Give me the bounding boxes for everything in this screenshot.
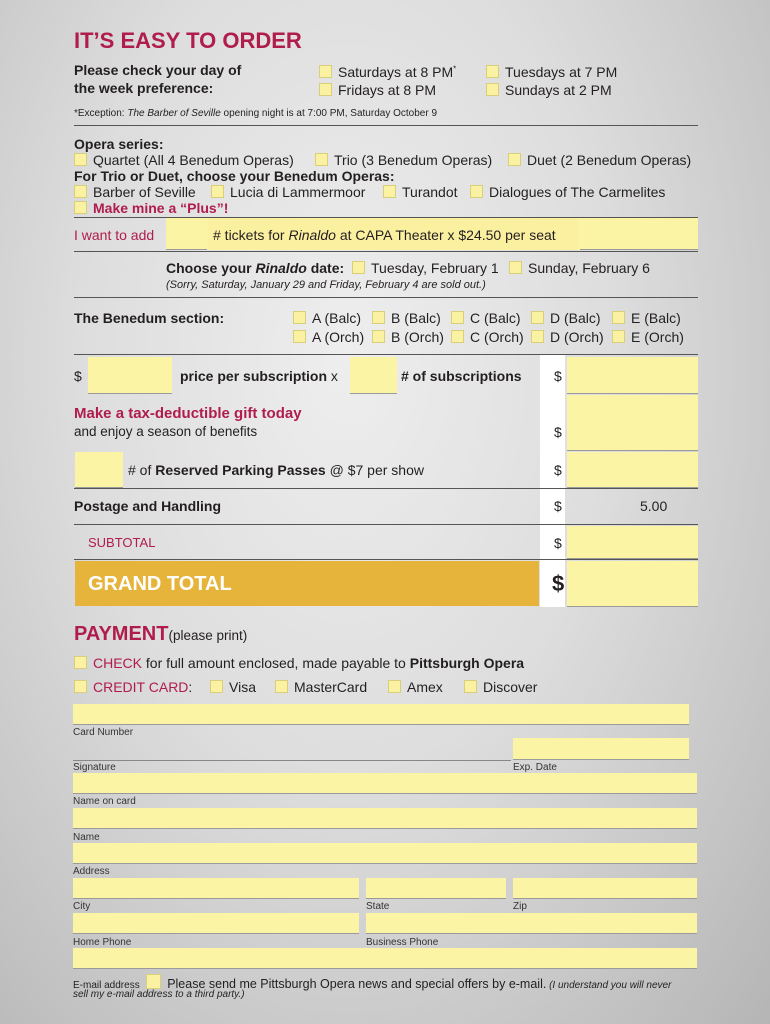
choose-post: date: (306, 260, 345, 276)
credit-colon: : (188, 679, 193, 695)
parking-pre: # of (128, 462, 156, 478)
opera-dialogues-option[interactable] (470, 184, 665, 200)
divider (74, 524, 698, 525)
dialogues-checkbox[interactable] (470, 185, 483, 198)
check-label: CHECK (93, 655, 143, 671)
duet-checkbox[interactable] (508, 153, 521, 166)
saturday-label: Saturdays at 8 PM (338, 64, 454, 80)
postage-dollar: $ (554, 498, 562, 514)
section-checkbox[interactable] (451, 311, 464, 324)
subscriptions-input[interactable] (350, 357, 397, 394)
tickets-post: at CAPA Theater x $24.50 per seat (335, 227, 556, 243)
add-label: I want to add (74, 227, 155, 243)
day-friday-option[interactable] (319, 82, 436, 98)
subscriptions-total-input[interactable] (567, 357, 698, 394)
parking-dollar: $ (554, 462, 562, 478)
turandot-checkbox[interactable] (383, 185, 396, 198)
price-times: x (327, 368, 338, 384)
rinaldo-tickets-label (213, 227, 556, 243)
state-label: State (366, 901, 390, 912)
tickets-title: Rinaldo (288, 227, 336, 243)
exception-pre: *Exception: (74, 108, 128, 119)
credit-card-option[interactable] (74, 679, 192, 695)
section-option-label: C (Balc) (470, 310, 521, 326)
feb1-checkbox[interactable] (352, 261, 365, 274)
section-option-orch-3[interactable] (531, 329, 604, 345)
divider (74, 251, 698, 252)
duet-label: Duet (2 Benedum Operas) (527, 152, 692, 168)
email-note-2: sell my e-mail address to a third party.) (73, 989, 245, 1000)
tuesday-label: Tuesdays at 7 PM (505, 64, 618, 80)
amex-label: Amex (407, 679, 443, 695)
section-option-label: B (Balc) (391, 310, 441, 326)
parking-bold: Reserved Parking Passes (155, 462, 326, 478)
visa-checkbox[interactable] (210, 680, 223, 693)
mastercard-label: MasterCard (294, 679, 368, 695)
section-checkbox[interactable] (293, 311, 306, 324)
sunday-label: Sundays at 2 PM (505, 82, 612, 98)
subtotal-label: SUBTOTAL (88, 535, 156, 550)
date-feb6-option[interactable] (509, 260, 650, 276)
section-option-balc-3[interactable] (531, 310, 601, 326)
gift-dollar: $ (554, 424, 562, 440)
trio-option[interactable] (315, 152, 492, 168)
mastercard-option[interactable] (275, 679, 367, 695)
lucia-checkbox[interactable] (211, 185, 224, 198)
opera-lucia-option[interactable] (211, 184, 365, 200)
section-checkbox[interactable] (451, 330, 464, 343)
check-text: for full amount enclosed, made payable to (142, 655, 410, 671)
visa-option[interactable] (210, 679, 256, 695)
discover-option[interactable] (464, 679, 537, 695)
section-checkbox[interactable] (612, 311, 625, 324)
parking-count-input[interactable] (75, 452, 123, 488)
opera-barber-option[interactable] (74, 184, 196, 200)
plus-option[interactable] (74, 200, 228, 216)
day-pref-label-2: the week preference: (74, 80, 214, 96)
price-label-text: price per subscription (180, 368, 328, 384)
section-option-label: D (Orch) (550, 329, 604, 345)
price-label (180, 368, 338, 384)
section-option-label: B (Orch) (391, 329, 444, 345)
section-option-label: A (Balc) (312, 310, 362, 326)
exp-date-label: Exp. Date (513, 762, 557, 773)
barber-checkbox[interactable] (74, 185, 87, 198)
exception-note (74, 108, 437, 119)
rinaldo-date-label (166, 260, 344, 276)
postage-value: 5.00 (640, 498, 668, 514)
soldout-note: (Sorry, Saturday, January 29 and Friday, February 4 are sold out.) (166, 279, 486, 291)
section-option-label: C (Orch) (470, 329, 524, 345)
saturday-checkbox[interactable] (319, 65, 332, 78)
lucia-label: Lucia di Lammermoor (230, 184, 366, 200)
sunday-checkbox[interactable] (486, 83, 499, 96)
section-checkbox[interactable] (531, 330, 544, 343)
quartet-checkbox[interactable] (74, 153, 87, 166)
section-option-balc-2[interactable] (451, 310, 521, 326)
dollar-column-bg (540, 355, 565, 607)
business-phone-label: Business Phone (366, 937, 439, 948)
feb6-label: Sunday, February 6 (528, 260, 650, 276)
credit-label: CREDIT CARD (93, 679, 189, 695)
feb6-checkbox[interactable] (509, 261, 522, 274)
plus-label: Make mine a “Plus”! (93, 200, 229, 216)
discover-label: Discover (483, 679, 538, 695)
date-feb1-option[interactable] (352, 260, 499, 276)
duet-option[interactable] (508, 152, 691, 168)
section-option-orch-2[interactable] (451, 329, 524, 345)
day-saturday-option[interactable] (319, 64, 456, 80)
check-checkbox[interactable] (74, 656, 87, 669)
choose-pre: Choose your (166, 260, 256, 276)
payment-heading (74, 623, 247, 646)
dialogues-label: Dialogues of The Carmelites (489, 184, 666, 200)
mastercard-checkbox[interactable] (275, 680, 288, 693)
zip-input[interactable] (513, 878, 697, 899)
section-checkbox[interactable] (531, 311, 544, 324)
section-option-balc-4[interactable] (612, 310, 681, 326)
section-option-balc-0[interactable] (293, 310, 361, 326)
divider (74, 488, 698, 489)
card-number-input[interactable] (73, 704, 689, 725)
payment-title: PAYMENT (74, 623, 169, 645)
business-phone-input[interactable] (366, 913, 697, 934)
email-label: E-mail address (73, 980, 140, 991)
section-option-label: E (Balc) (631, 310, 681, 326)
opera-turandot-option[interactable] (383, 184, 458, 200)
email-input[interactable] (73, 948, 697, 969)
section-checkbox[interactable] (293, 330, 306, 343)
divider (74, 125, 698, 126)
choose-title: Rinaldo (255, 260, 307, 276)
day-pref-label-1: Please check your day of (74, 62, 242, 78)
choose-operas-label: For Trio or Duet, choose your Benedum Operas: (74, 168, 395, 184)
section-label: The Benedum section: (74, 310, 225, 326)
gift-subtitle: and enjoy a season of benefits (74, 424, 258, 439)
day-tuesday-option[interactable] (486, 64, 617, 80)
name-input[interactable] (73, 808, 697, 829)
check-option[interactable] (74, 655, 524, 671)
section-checkbox[interactable] (372, 330, 385, 343)
amex-option[interactable] (388, 679, 443, 695)
email-optin-text: Please send me Pittsburgh Opera news and special offers by e-mail. (167, 977, 547, 991)
series-label: Opera series: (74, 136, 164, 152)
section-option-orch-1[interactable] (372, 329, 444, 345)
divider (74, 297, 698, 298)
rinaldo-tickets-input[interactable] (166, 218, 207, 250)
quartet-option[interactable] (74, 152, 294, 168)
subs-label: # of subscriptions (401, 368, 522, 384)
grand-total-dollar: $ (552, 571, 565, 596)
signature-label: Signature (73, 762, 116, 773)
home-phone-label: Home Phone (73, 937, 132, 948)
discover-checkbox[interactable] (464, 680, 477, 693)
amex-checkbox[interactable] (388, 680, 401, 693)
section-option-label: E (Orch) (631, 329, 684, 345)
friday-label: Fridays at 8 PM (338, 82, 437, 98)
price-input[interactable] (88, 357, 172, 394)
exception-title: The Barber of Seville (127, 108, 221, 119)
subs-dollar: $ (554, 368, 562, 384)
tuesday-checkbox[interactable] (486, 65, 499, 78)
friday-checkbox[interactable] (319, 83, 332, 96)
check-payee: Pittsburgh Opera (409, 655, 525, 671)
subtotal-dollar: $ (554, 535, 562, 551)
subtotal-input[interactable] (567, 526, 698, 559)
visa-label: Visa (229, 679, 256, 695)
exp-date-input[interactable] (513, 738, 689, 760)
day-sunday-option[interactable] (486, 82, 612, 98)
grand-total-input[interactable] (567, 561, 698, 607)
section-checkbox[interactable] (372, 311, 385, 324)
grand-total-label: GRAND TOTAL (88, 573, 232, 595)
home-phone-input[interactable] (73, 913, 359, 934)
price-dollar: $ (74, 368, 82, 384)
name-label: Name (73, 832, 100, 843)
rinaldo-amount-input[interactable] (580, 218, 698, 250)
tickets-pre: # tickets for (213, 227, 289, 243)
gift-amount-input[interactable] (567, 395, 698, 451)
saturday-asterisk: * (453, 64, 457, 74)
card-number-label: Card Number (73, 727, 134, 738)
section-option-orch-4[interactable] (612, 329, 684, 345)
plus-checkbox[interactable] (74, 201, 87, 214)
trio-checkbox[interactable] (315, 153, 328, 166)
city-input[interactable] (73, 878, 359, 899)
trio-label: Trio (3 Benedum Operas) (334, 152, 493, 168)
page-title: IT’S EASY TO ORDER (74, 28, 302, 53)
quartet-label: Quartet (All 4 Benedum Operas) (93, 152, 294, 168)
email-optin-checkbox[interactable] (146, 974, 161, 989)
name-on-card-label: Name on card (73, 796, 136, 807)
name-on-card-input[interactable] (73, 773, 697, 794)
parking-total-input[interactable] (567, 452, 698, 488)
section-option-orch-0[interactable] (293, 329, 364, 345)
signature-line[interactable] (73, 760, 511, 761)
parking-post: @ $7 per show (325, 462, 424, 478)
section-option-balc-1[interactable] (372, 310, 441, 326)
address-label: Address (73, 866, 110, 877)
address-input[interactable] (73, 843, 697, 864)
divider (74, 354, 698, 355)
parking-label (128, 462, 424, 478)
gift-title: Make a tax-deductible gift today (74, 405, 302, 422)
credit-card-checkbox[interactable] (74, 680, 87, 693)
barber-label: Barber of Seville (93, 184, 196, 200)
email-note-1: (I understand you will never (546, 980, 672, 991)
section-checkbox[interactable] (612, 330, 625, 343)
divider (74, 559, 698, 560)
turandot-label: Turandot (402, 184, 458, 200)
feb1-label: Tuesday, February 1 (371, 260, 499, 276)
section-option-label: D (Balc) (550, 310, 601, 326)
city-label: City (73, 901, 91, 912)
section-option-label: A (Orch) (312, 329, 365, 345)
postage-label: Postage and Handling (74, 498, 222, 514)
state-input[interactable] (366, 878, 506, 899)
payment-subtitle: (please print) (168, 628, 248, 643)
zip-label: Zip (513, 901, 527, 912)
exception-post: opening night is at 7:00 PM, Saturday October 9 (220, 108, 438, 119)
